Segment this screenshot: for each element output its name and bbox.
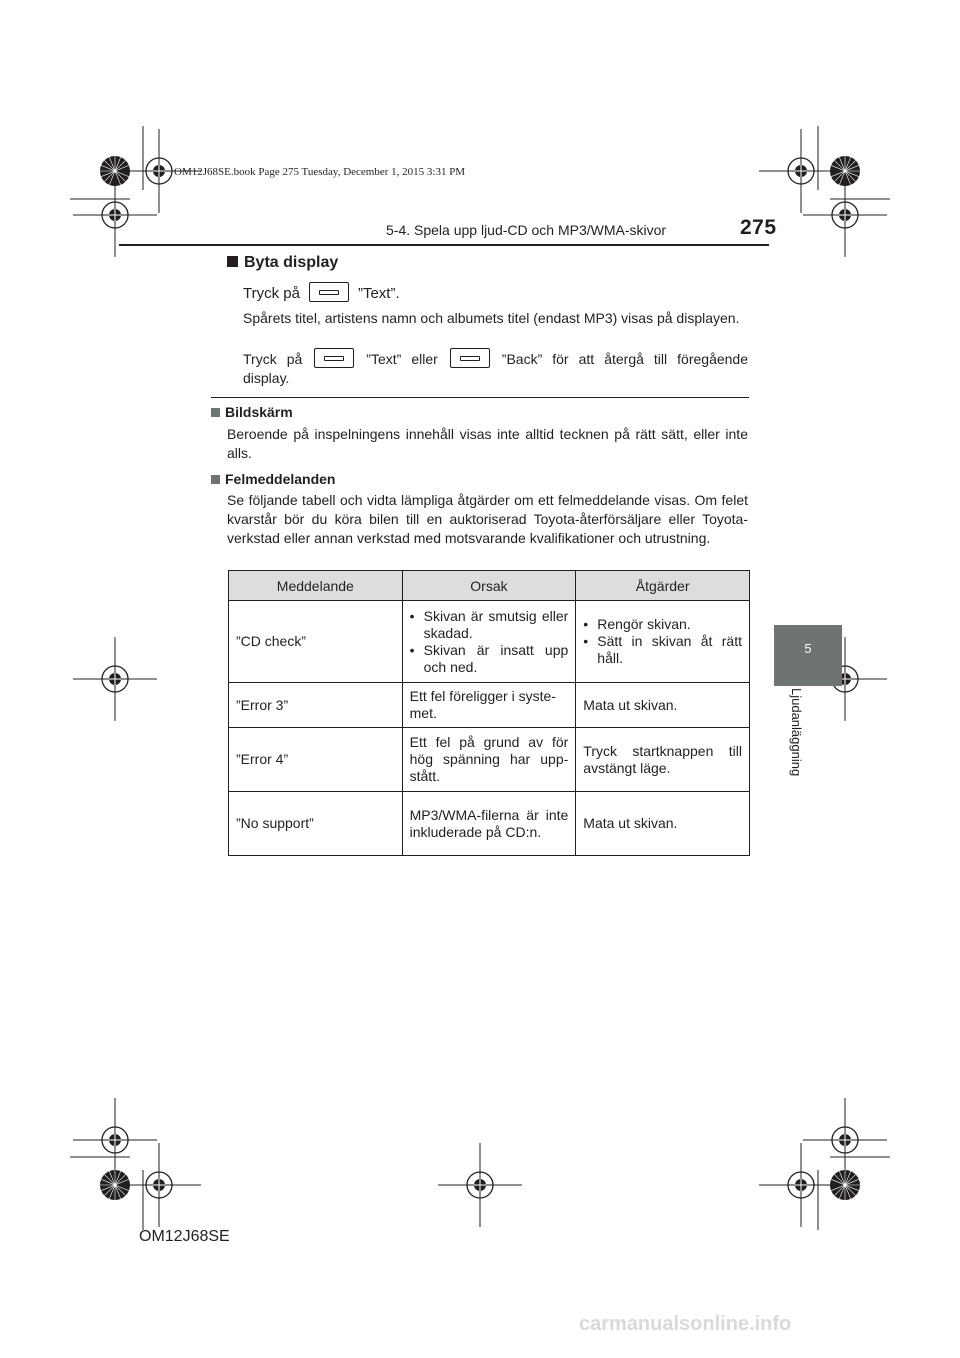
table-row [229, 792, 750, 856]
display-description: Spårets titel, artistens namn och albumets titel (endast MP3) visas på displayen. [243, 310, 740, 326]
cause-cell: MP3/WMA-filerna är inte inkluderade på CD:n. [402, 792, 576, 856]
action-cell: Mata ut skivan. [576, 792, 750, 856]
chapter-label-text: Ljudanläggning [789, 688, 804, 777]
header-rule [119, 244, 769, 246]
list-item: • Rengör skivan. [583, 616, 742, 633]
table-row [229, 601, 750, 683]
watermark [579, 1313, 949, 1353]
error-table [228, 570, 750, 856]
page-number: 275 [740, 216, 777, 239]
cause-cell [402, 601, 576, 683]
column-header: Meddelande [229, 571, 403, 601]
message-cell: ”Error 3” [229, 683, 403, 728]
cause-cell: Ett fel på grund av för hög spänning har upp-stått. [402, 728, 576, 792]
heading-bildskarm [211, 404, 293, 420]
book-info: OM12J68SE.book Page 275 Tuesday, December 1, 2015 3:31 PM [174, 166, 466, 178]
table-row [229, 728, 750, 792]
instruction-line-1 [243, 282, 400, 302]
footer-manual-code: OM12J68SE [139, 1228, 230, 1245]
chapter-tab [774, 625, 842, 686]
section-divider [211, 397, 749, 398]
seek-button-icon [450, 348, 490, 368]
square-bullet-icon [211, 475, 220, 484]
heading-text: Byta display [244, 254, 339, 271]
chapter-number: 5 [804, 641, 812, 656]
seek-button-icon [314, 348, 354, 368]
message-cell: ”No support” [229, 792, 403, 856]
square-bullet-icon [211, 408, 220, 417]
instruction-suffix: ”Text”. [357, 285, 400, 302]
instruction-prefix: Tryck på [243, 351, 303, 367]
action-cell: Tryck startknappen till avstängt läge. [576, 728, 750, 792]
square-bullet-icon [227, 256, 238, 267]
list-item: • Skivan är insatt upp och ned. [410, 642, 569, 676]
heading-byta-display [227, 254, 338, 272]
message-cell: ”CD check” [229, 601, 403, 683]
seek-button-icon [309, 282, 349, 302]
chapter-label [770, 688, 820, 798]
table-header-row [229, 571, 750, 601]
message-cell: ”Error 4” [229, 728, 403, 792]
felmeddelanden-text: Se följande tabell och vidta lämpliga åtgärder om ett felmeddelande visas. Om felet kvarstår bör du köra bilen till en auktoriserad Toyota-återförsäljare eller Toyota-verkstad eller annan verkstad med motsvarande kvalifikationer och utrustning. [227, 492, 748, 546]
heading-text: Bildskärm [225, 404, 293, 420]
section-title: 5-4. Spela upp ljud-CD och MP3/WMA-skivor [386, 222, 667, 238]
column-header: Orsak [402, 571, 576, 601]
column-header: Åtgärder [576, 571, 750, 601]
watermark-text: carmanualsonline.info [579, 1313, 792, 1335]
instruction-mid: ”Text” eller [366, 351, 438, 367]
instruction-suffix: ”Back” för att återgå till föregående display. [243, 351, 748, 386]
instruction-line-2 [243, 348, 748, 388]
action-cell [576, 601, 750, 683]
heading-text: Felmeddelanden [225, 471, 336, 487]
table-row [229, 683, 750, 728]
bildskarm-text: Beroende på inspelningens innehåll visas inte alltid tecknen på rätt sätt, eller inte alls. [227, 426, 748, 461]
list-item: • Sätt in skivan åt rätt håll. [583, 633, 742, 667]
list-item: • Skivan är smutsig eller skadad. [410, 608, 569, 642]
instruction-prefix: Tryck på [243, 285, 300, 302]
heading-felmeddelanden [211, 471, 335, 487]
cause-cell: Ett fel föreligger i syste-met. [402, 683, 576, 728]
action-cell: Mata ut skivan. [576, 683, 750, 728]
